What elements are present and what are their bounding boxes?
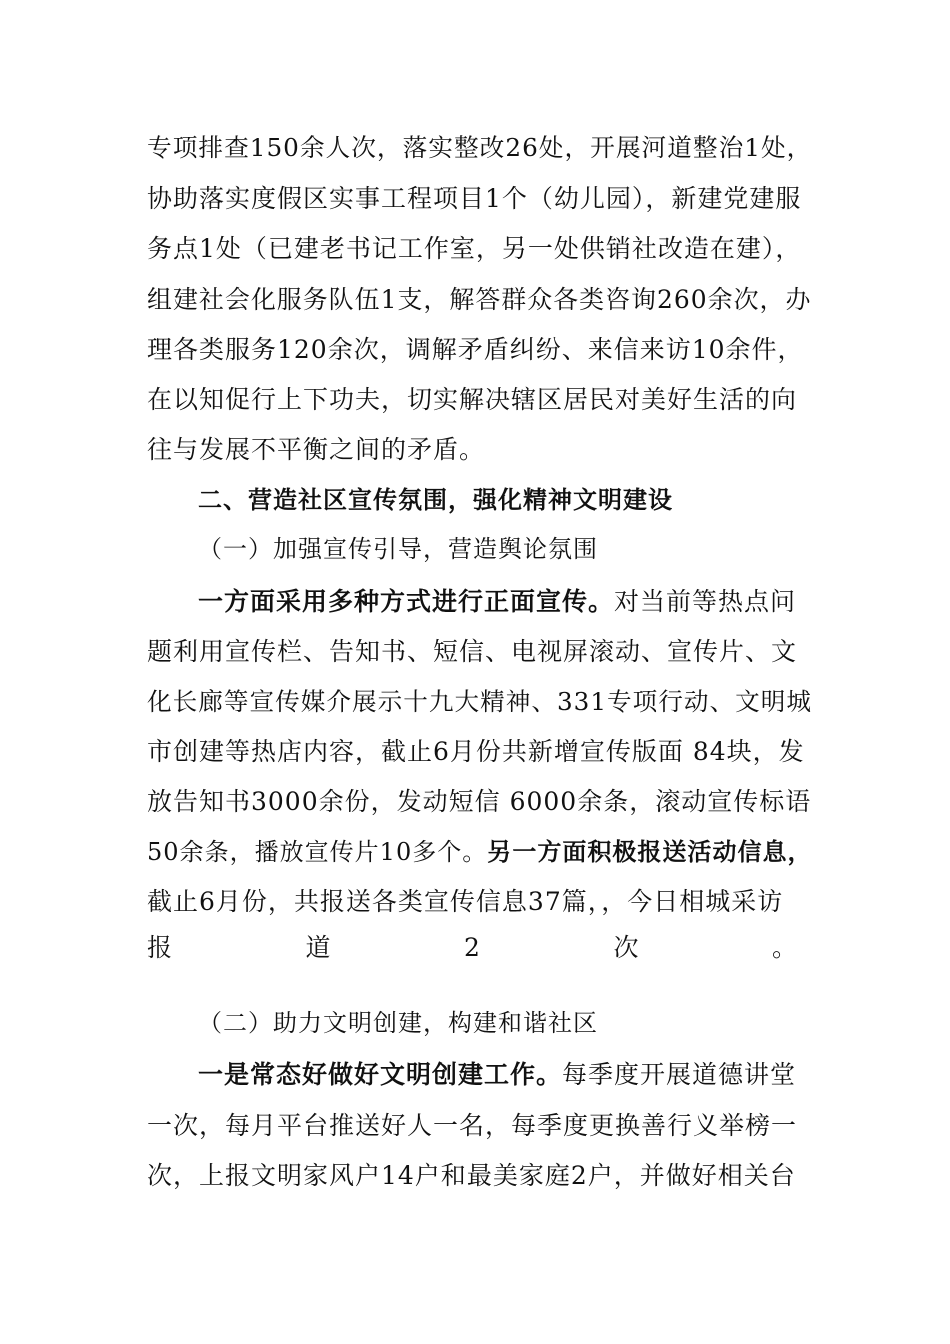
- para2-line1-rest: 对当前等热点问: [614, 587, 797, 616]
- para2-line8-word-4: 次: [613, 933, 639, 962]
- para2-line-4: 市创建等热店内容，截止6月份共新增宣传版面 84块，发: [147, 737, 805, 766]
- body-line-4: 组建社会化服务队伍1支，解答群众各类咨询260余次，办: [147, 285, 812, 314]
- para2-line8-word-5: 。: [771, 933, 797, 962]
- para2-lead-bold: 一方面采用多种方式进行正面宣传。: [198, 587, 615, 616]
- para2-line-7: 截止6月份，共报送各类宣传信息37篇，，今日相城采访: [147, 887, 784, 916]
- para2-line-5: 放告知书3000余份，发动短信 6000余条，滚动宣传标语: [147, 787, 812, 816]
- section-heading: 二、营造社区宣传氛围，强化精神文明建设: [198, 486, 673, 514]
- para2-line6-plain: 50余条，播放宣传片10多个。: [147, 838, 488, 866]
- body-line-6: 在以知促行上下功夫，切实解决辖区居民对美好生活的向: [147, 385, 798, 414]
- para3-line-1: [198, 1059, 796, 1091]
- para2-line-2: 题利用宣传栏、告知书、短信、电视屏滚动、宣传片、文: [147, 637, 798, 666]
- para3-line1-rest: 每季度开展道德讲堂: [562, 1060, 797, 1089]
- para2-line-1: [198, 586, 796, 618]
- para3-line-2: 一次，每月平台推送好人一名，每季度更换善行义举榜一: [147, 1111, 798, 1140]
- para2-line8-word-1: 报: [147, 933, 173, 962]
- subsection-heading-2: （二）助力文明创建，构建和谐社区: [198, 1009, 598, 1037]
- para2-line8-word-2: 道: [305, 933, 331, 962]
- body-line-5: 理各类服务120余次，调解矛盾纠纷、来信来访10余件，: [147, 335, 804, 364]
- para2-line-8: [147, 932, 797, 964]
- body-line-1: 专项排查150余人次，落实整改26处，开展河道整治1处，: [147, 133, 813, 162]
- para2-line-6: [147, 836, 813, 868]
- body-line-7: 往与发展不平衡之间的矛盾。: [147, 435, 486, 464]
- para2-line6-bold: 另一方面积极报送活动信息，: [487, 838, 813, 866]
- body-line-2: 协助落实度假区实事工程项目1个（幼儿园），新建党建服: [147, 184, 802, 213]
- para2-line8-word-3: 2: [464, 933, 480, 962]
- para2-line-3: 化长廊等宣传媒介展示十九大精神、331专项行动、文明城: [147, 687, 813, 716]
- para3-line-3: 次，上报文明家风户14户和最美家庭2户，并做好相关台: [147, 1161, 796, 1190]
- para3-lead-bold: 一是常态好做好文明创建工作。: [198, 1060, 563, 1089]
- subsection-heading-1: （一）加强宣传引导，营造舆论氛围: [198, 535, 598, 563]
- body-line-3: 务点1处（已建老书记工作室，另一处供销社改造在建），: [147, 234, 802, 263]
